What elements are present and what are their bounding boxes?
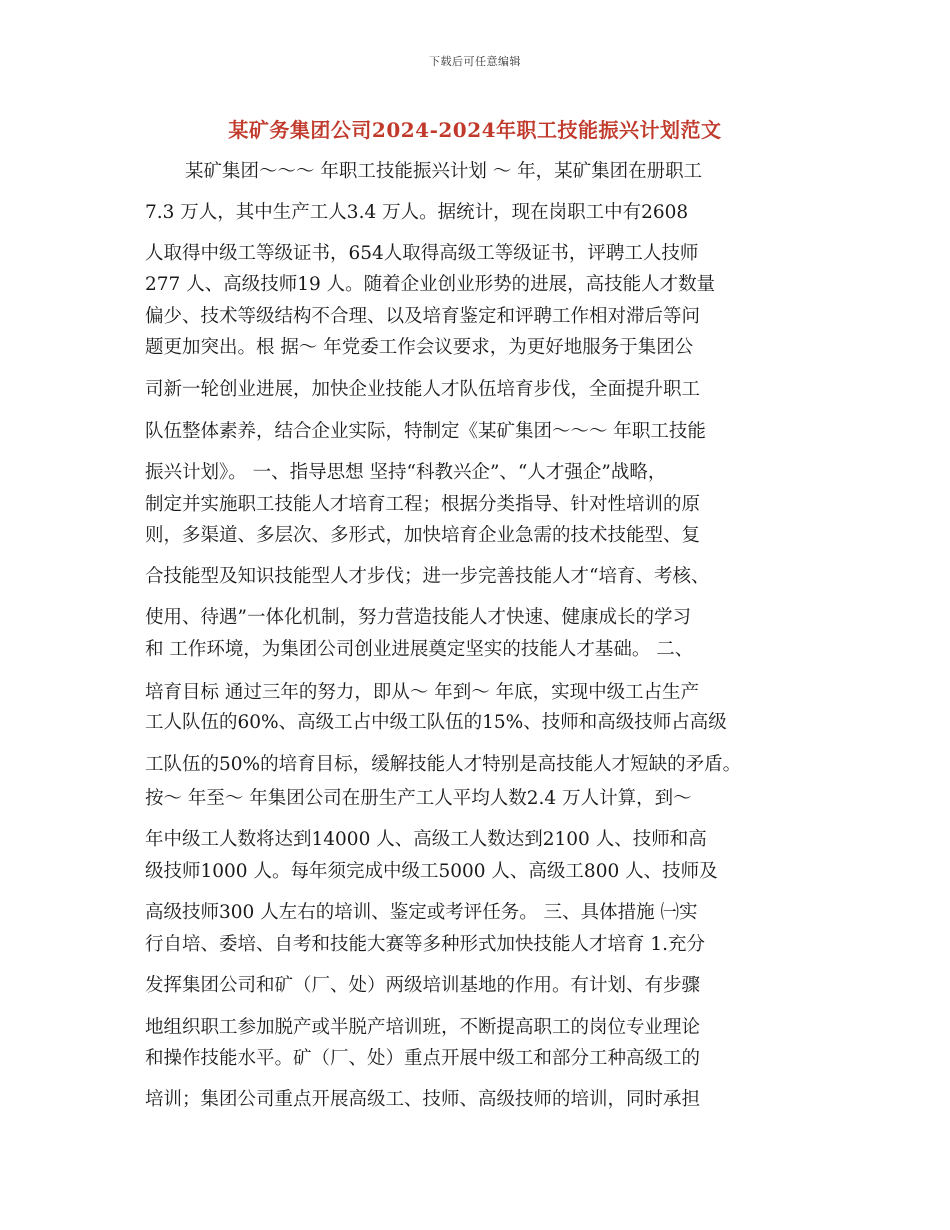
body-line: 合技能型及知识技能型人才步伐；进一步完善技能人才“培育、考核、 bbox=[145, 566, 710, 587]
body-line: 行自培、委培、自考和技能大赛等多种形式加快技能人才培育 1.充分 bbox=[145, 934, 706, 955]
body-line: 级技师1000 人。每年须完成中级工5000 人、高级工800 人、技师及 bbox=[145, 861, 718, 882]
body-line: 人取得中级工等级证书，654人取得高级工等级证书，评聘工人技师 bbox=[145, 243, 699, 264]
body-line: 工队伍的50%的培育目标，缓解技能人才特别是高技能人才短缺的矛盾。 bbox=[145, 754, 742, 775]
body-line: 制定并实施职工技能人才培育工程；根据分类指导、针对性培训的原 bbox=[145, 494, 701, 515]
body-line: 277 人、高级技师19 人。随着企业创业形势的进展，高技能人才数量 bbox=[145, 274, 716, 295]
body-line: 工人队伍的60%、高级工占中级工队伍的15%、技师和高级技师占高级 bbox=[145, 712, 727, 733]
body-line: 地组织职工参加脱产或半脱产培训班，不断提高职工的岗位专业理论 bbox=[145, 1017, 701, 1038]
body-line: 和 工作环境，为集团公司创业进展奠定坚实的技能人才基础。 二、 bbox=[145, 639, 694, 660]
page-header-note: 下载后可任意编辑 bbox=[429, 55, 521, 68]
body-line: 队伍整体素养，结合企业实际，特制定《某矿集团～～～ 年职工技能 bbox=[145, 421, 706, 442]
body-line: 题更加突出。根 据～ 年党委工作会议要求，为更好地服务于集团公 bbox=[145, 337, 694, 358]
body-line: 偏少、技术等级结构不合理、以及培育鉴定和评聘工作相对滞后等问 bbox=[145, 306, 701, 327]
body-line: 司新一轮创业进展，加快企业技能人才队伍培育步伐，全面提升职工 bbox=[145, 379, 701, 400]
body-line: 发挥集团公司和矿（厂、处）两级培训基地的作用。有计划、有步骤 bbox=[145, 975, 701, 996]
body-line: 则，多渠道、多层次、多形式，加快培育企业急需的技术技能型、复 bbox=[145, 525, 701, 546]
document-title: 某矿务集团公司2024-2024年职工技能振兴计划范文 bbox=[228, 118, 722, 142]
body-line: 年中级工人数将达到14000 人、高级工人数达到2100 人、技师和高 bbox=[145, 829, 707, 850]
body-line: 按～ 年至～ 年集团公司在册生产工人平均人数2.4 万人计算，到～ bbox=[145, 788, 692, 809]
body-line: 培育目标 通过三年的努力，即从～ 年到～ 年底，实现中级工占生产 bbox=[145, 682, 700, 703]
body-line: 振兴计划》。 一、指导思想 坚持“科教兴企”、“人才强企”战略， bbox=[145, 462, 667, 483]
body-line: 高级技师300 人左右的培训、鉴定或考评任务。 三、具体措施 ㈠实 bbox=[145, 902, 698, 923]
body-line: 培训；集团公司重点开展高级工、技师、高级技师的培训，同时承担 bbox=[145, 1089, 701, 1110]
body-line: 7.3 万人，其中生产工人3.4 万人。据统计，现在岗职工中有2608 bbox=[145, 202, 689, 223]
body-line: 某矿集团～～～ 年职工技能振兴计划 ～ 年，某矿集团在册职工 bbox=[185, 161, 703, 182]
body-line: 使用、待遇”一体化机制，努力营造技能人才快速、健康成长的学习 bbox=[145, 607, 691, 628]
body-line: 和操作技能水平。矿（厂、处）重点开展中级工和部分工种高级工的 bbox=[145, 1048, 701, 1069]
